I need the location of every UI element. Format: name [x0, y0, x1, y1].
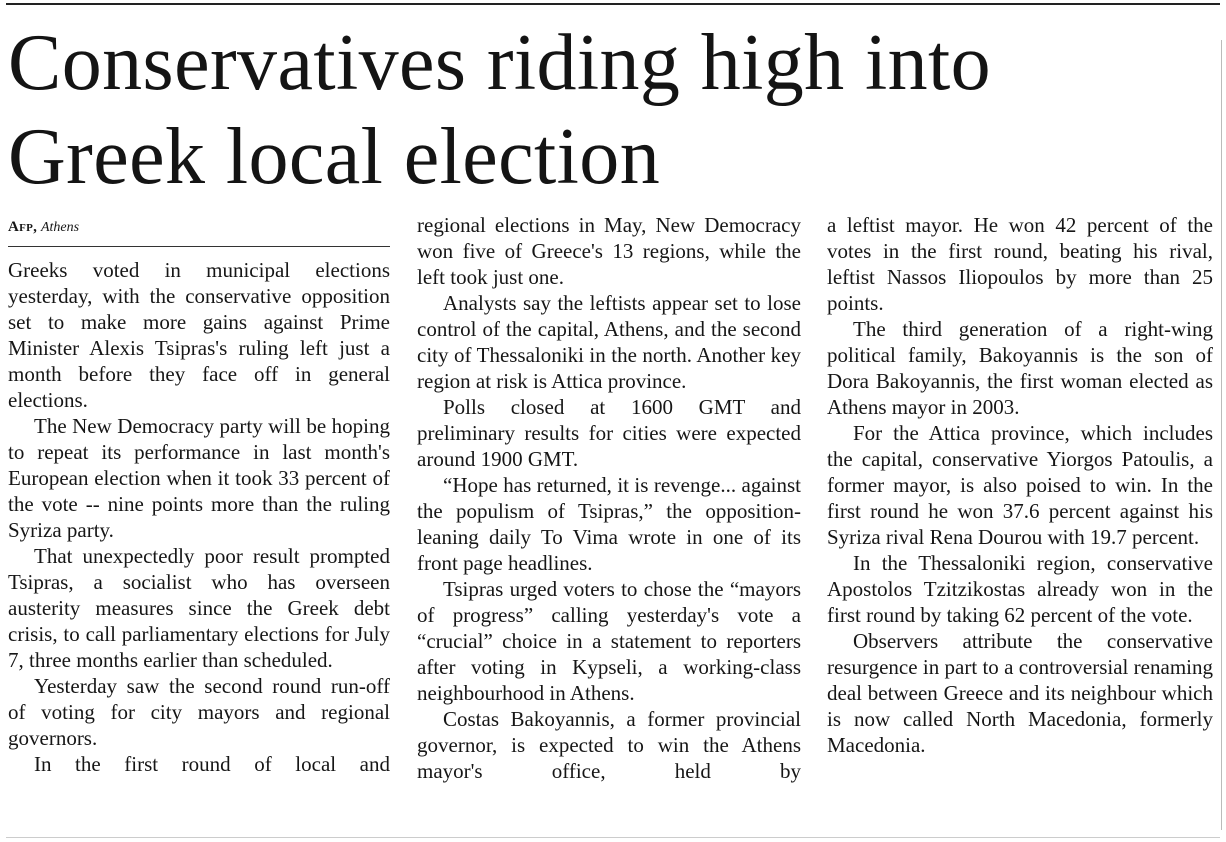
headline — [8, 16, 1220, 204]
paragraph: regional elections in May, New Democracy won five of Greece's 13 regions, while the left took just one. — [417, 213, 801, 289]
byline-rule — [8, 246, 390, 247]
paragraph: Greeks voted in municipal elections yesterday, with the conservative opposition set to make more gains against Prime Minister Alexis Tsipras's ruling left just a month before they face off in general elections. — [8, 258, 390, 412]
paragraph: That unexpectedly poor result prompted Tsipras, a socialist who has overseen austerity measures since the Greek debt crisis, to call parliamentary elections for July 7, three months earlier than scheduled. — [8, 544, 390, 672]
article-column-3 — [827, 212, 1213, 758]
paragraph: The third generation of a right-wing political family, Bakoyannis is the son of Dora Bakoyannis, the first woman elected as Athens mayor in 2003. — [827, 317, 1213, 419]
bottom-border — [6, 837, 1220, 838]
paragraph: Analysts say the leftists appear set to lose control of the capital, Athens, and the second city of Thessaloniki in the north. Another key region at risk is Attica province. — [417, 291, 801, 393]
paragraph: Costas Bakoyannis, a former provincial governor, is expected to win the Athens mayor's office, held by — [417, 707, 801, 783]
paragraph: Polls closed at 1600 GMT and preliminary results for cities were expected around 1900 GMT. — [417, 395, 801, 471]
paragraph: In the Thessaloniki region, conservative Apostolos Tzitzikostas already won in the first round by taking 62 percent of the vote. — [827, 551, 1213, 627]
byline-agency: Afp, — [8, 219, 38, 235]
paragraph: In the first round of local and — [34, 752, 390, 776]
paragraph: Tsipras urged voters to chose the “mayors of progress” calling yesterday's vote a “crucial” choice in a statement to reporters after voting in Kypseli, a working-class neighbourhood in Athens. — [417, 577, 801, 705]
right-border — [1221, 40, 1222, 830]
headline-line-1: Conservatives riding high into — [8, 19, 992, 107]
paragraph: Yesterday saw the second round run-off of voting for city mayors and regional governors. — [8, 674, 390, 750]
paragraph: Observers attribute the conservative resurgence in part to a controversial renaming deal between Greece and its neighbour which is now called North Macedonia, formerly Macedonia. — [827, 629, 1213, 757]
paragraph: a leftist mayor. He won 42 percent of the votes in the first round, beating his rival, leftist Nassos Iliopoulos by more than 25 points. — [827, 213, 1213, 315]
byline-city: Athens — [40, 220, 80, 235]
paragraph: “Hope has returned, it is revenge... against the populism of Tsipras,” the opposition-leaning daily To Vima wrote in one of its front page headlines. — [417, 473, 801, 575]
paragraph: For the Attica province, which includes the capital, conservative Yiorgos Patoulis, a former mayor, is also poised to win. In the first round he won 37.6 percent against his Syriza rival Rena Dourou with 19.7 percent. — [827, 421, 1213, 549]
article-column-2 — [417, 212, 801, 784]
headline-line-2: Greek local election — [8, 113, 661, 201]
article-column-1 — [8, 212, 390, 777]
byline — [8, 217, 390, 246]
paragraph: The New Democracy party will be hoping to repeat its performance in last month's European election when it took 33 percent of the vote -- nine points more than the ruling Syriza party. — [8, 414, 390, 542]
top-rule — [6, 3, 1220, 5]
